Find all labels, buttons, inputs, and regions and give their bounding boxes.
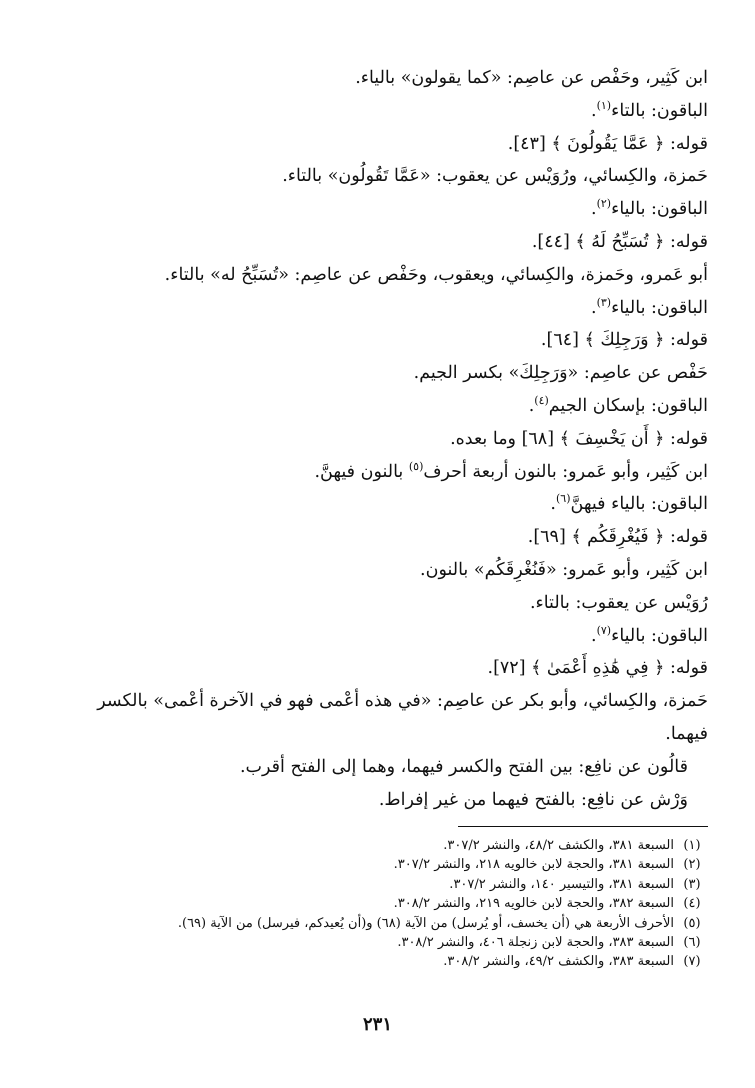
footnote [70, 836, 710, 855]
text-segment: الباقون: بالياء فيهنَّ [570, 494, 708, 515]
text-segment: . [591, 100, 597, 121]
text-line [88, 95, 708, 128]
text-line: قوله: ﴿ عَمَّا يَقُولُونَ ﴾ [٤٣]. [507, 133, 708, 154]
main-text [88, 62, 708, 816]
footnotes [70, 836, 710, 972]
text-line [88, 456, 708, 489]
footnote-marker: (٤) [534, 394, 549, 408]
footnote [70, 952, 710, 971]
footnote-text: السبعة ٣٨١، والكشف ٤٨/٢، والنشر ٣٠٧/٢. [443, 838, 674, 853]
footnote-text: السبعة ٣٨١، والحجة لابن خالويه ٢١٨، والنشر ٣٠٧/٢. [393, 857, 674, 873]
text-line: قوله: ﴿ فِي هَٰذِهِ أَعْمَىٰ ﴾ [٧٢]. [487, 658, 708, 679]
text-line [88, 488, 708, 521]
text-line: رُوَيْس عن يعقوب: بالتاء. [529, 592, 708, 613]
footnote [70, 933, 710, 952]
footnote [70, 914, 710, 933]
text-line [88, 292, 708, 325]
text-line [88, 193, 708, 226]
footnote-number: (٣) [683, 876, 701, 892]
text-line: وَرْش عن نافِع: بالفتح فيهما من غير إفراط. [378, 789, 688, 810]
text-line [88, 390, 708, 423]
footnote-number: (٤) [683, 896, 701, 912]
text-segment: الباقون: بالياء [611, 199, 708, 220]
text-segment: بالنون فيهنَّ. [314, 461, 409, 482]
text-line: حَمزة، والكِسائي، ورُوَيْس عن يعقوب: «عَمَّا تَقُولُون» بالتاء. [282, 166, 708, 187]
text-line: قوله: ﴿ تُسَبِّحُ لَهُ ﴾ [٤٤]. [531, 231, 708, 252]
text-line: قوله: ﴿ فَيُغْرِقَكُم ﴾ [٦٩]. [527, 527, 708, 548]
footnote [70, 875, 710, 894]
text-line: قوله: ﴿ وَرَجِلِكَ ﴾ [٦٤]. [540, 330, 708, 351]
footnote-text: السبعة ٣٨١، والتيسير ١٤٠، والنشر ٣٠٧/٢. [449, 876, 674, 892]
text-segment: الباقون: بالياء [611, 625, 708, 646]
footnote-number: (٥) [683, 915, 701, 931]
text-line: ابن كَثِير، وحَفْص عن عاصِم: «كما يقولون» بالياء. [355, 68, 708, 88]
footnote-marker: (٧) [596, 623, 612, 637]
text-segment: . [550, 494, 556, 515]
text-segment: . [591, 297, 597, 318]
text-segment: الباقون: بإسكان الجيم [548, 395, 708, 416]
text-line: أبو عَمرو، وحَمزة، والكِسائي، ويعقوب، وحَفْص عن عاصِم: «تُسَبِّحُ له» بالتاء. [164, 264, 708, 285]
footnote-number: (٧) [683, 954, 701, 970]
footnote-marker: (٦) [555, 492, 571, 506]
text-line: ابن كَثِير، وأبو عَمرو: «فَنُغْرِقَكُم» بالنون. [420, 559, 708, 580]
footnote-marker: (٥) [408, 459, 424, 473]
text-line: قوله: ﴿ أَن يَخْسِفَ ﴾ [٦٨] وما بعده. [450, 428, 708, 449]
text-segment: الباقون: بالتاء [611, 100, 708, 121]
footnote-marker: (٣) [596, 295, 612, 309]
page-number: ٢٣١ [362, 1014, 392, 1035]
text-segment: ابن كَثِير، وأبو عَمرو: بالنون أربعة أحرف [423, 461, 708, 482]
footnote-marker: (٢) [596, 197, 612, 211]
footnote [70, 855, 710, 874]
text-line: حَفْص عن عاصِم: «وَرَجِلِكَ» بكسر الجيم. [413, 363, 708, 384]
footnote-separator [458, 826, 708, 827]
text-segment: . [528, 395, 535, 416]
footnote-number: (١) [683, 838, 701, 853]
text-segment: . [591, 199, 597, 220]
footnote-number: (٢) [683, 857, 701, 873]
footnote-text: السبعة ٣٨٣، والحجة لابن زنجلة ٤٠٦، والنشر ٣٠٨/٢. [397, 934, 674, 950]
footnote [70, 894, 710, 913]
text-line: حَمزة، والكِسائي، وأبو بكر عن عاصِم: «في هذه أعْمى فهو في الآخرة أعْمى» بالكسر فيهما. [97, 691, 708, 744]
footnote-number: (٦) [683, 934, 701, 950]
footnote-text: الأحرف الأربعة هي (أن يخسف، أو يُرسل) من الآية (٦٨) و(أن يُعيدكم، فيرسل) من الآية (٦٩). [177, 915, 674, 931]
footnote-text: السبعة ٣٨٣، والكشف ٤٩/٢، والنشر ٣٠٨/٢. [443, 954, 674, 970]
text-line [88, 620, 708, 653]
footnote-text: السبعة ٣٨٢، والحجة لابن خالويه ٢١٩، والنشر ٣٠٨/٢. [393, 896, 674, 912]
text-segment: الباقون: بالياء [611, 297, 708, 318]
text-line: قالُون عن نافِع: بين الفتح والكسر فيهما، وهما إلى الفتح أقرب. [239, 756, 688, 777]
footnote-marker: (١) [596, 98, 612, 112]
text-segment: . [591, 625, 597, 646]
